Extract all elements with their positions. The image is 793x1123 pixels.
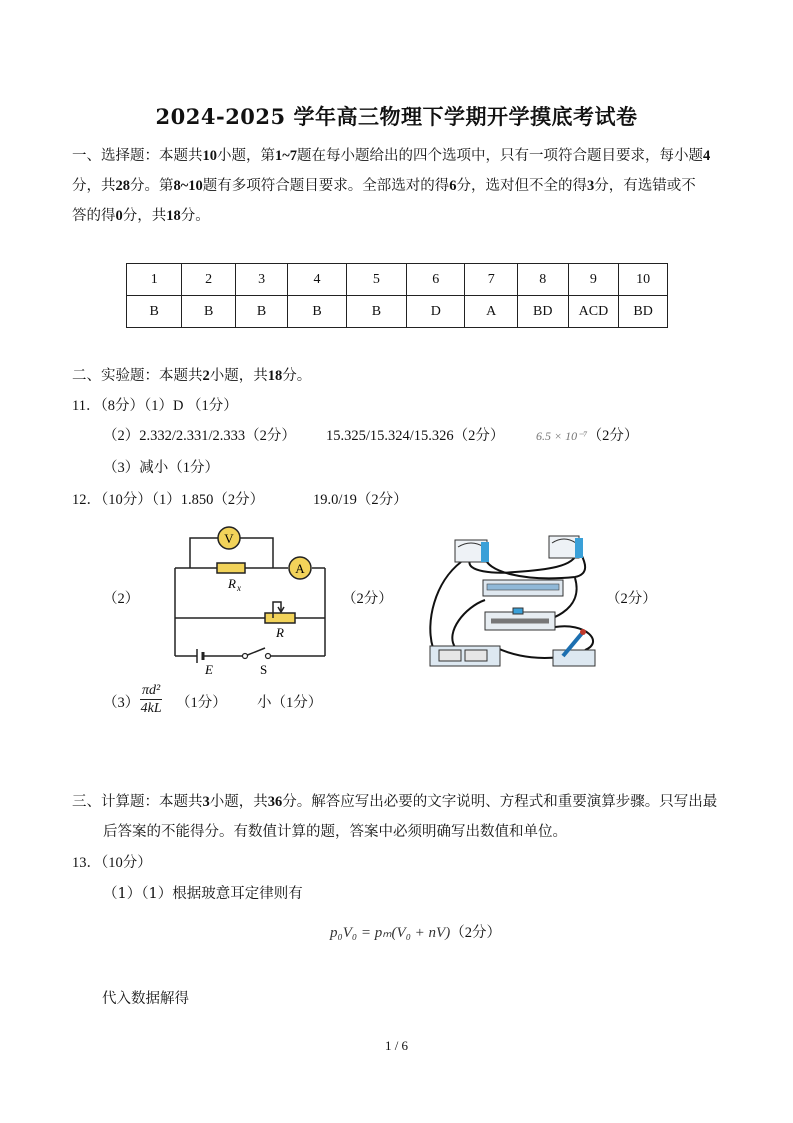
answer-cell: B: [235, 296, 287, 328]
voltmeter-device-icon: [455, 540, 489, 562]
question-number-cell: 2: [182, 264, 235, 296]
q12-part2-score2: （2分）: [606, 591, 657, 607]
answer-table-answers-row: [127, 296, 668, 328]
answer-cell: B: [346, 296, 406, 328]
page-title: 2024-2025 学年高三物理下学期开学摸底考试卷: [155, 104, 638, 129]
physical-circuit-illustration: [425, 522, 605, 672]
q12-part3-fraction: [140, 682, 162, 717]
q12-part1-b: 19.0/19（2分）: [313, 492, 408, 508]
answer-cell: B: [182, 296, 235, 328]
q13-formula-score: （2分）: [450, 925, 501, 941]
question-number-cell: 10: [619, 264, 668, 296]
question-number-cell: 6: [407, 264, 465, 296]
r-label: R: [276, 625, 284, 640]
svg-text:V: V: [224, 531, 234, 546]
q13-formula-row: [330, 922, 501, 943]
q12-part2-label: （2）: [103, 591, 140, 607]
q13-part1: （1）（1）根据玻意耳定律则有: [103, 886, 303, 902]
fraction-denominator: 4kL: [140, 701, 162, 716]
answer-cell: BD: [517, 296, 568, 328]
answer-table-numbers-row: [127, 264, 668, 296]
question-number-cell: 8: [517, 264, 568, 296]
q12-part3-score: （1分）: [176, 695, 227, 711]
q11-part2-b: 15.325/15.324/15.326（2分）: [326, 428, 505, 444]
q11-part3: （3）减小（1分）: [103, 460, 219, 476]
rx-subscript: x: [237, 583, 241, 593]
q13-substitute-text: 代入数据解得: [102, 991, 189, 1007]
q11-part2-a: （2）2.332/2.331/2.333（2分）: [103, 428, 296, 444]
q11-part2-c: 6.5 × 10⁻⁷（2分）: [536, 428, 639, 444]
battery-icon: [430, 646, 500, 666]
boyle-law-formula: p₀V₀ = pₘ(V₀ + nV): [330, 925, 451, 941]
q11-part1: 11．（8分）（1）D （1分）: [72, 398, 238, 414]
page-number: 1 / 6: [384, 1038, 409, 1053]
rheostat-icon: [485, 608, 555, 630]
question-number-cell: 1: [127, 264, 182, 296]
question-number-cell: 9: [568, 264, 619, 296]
section3-heading: 三、计算题：本题共3小题，共36分。解答应写出必要的文字说明、方程式和重要演算步骤。只写出最: [72, 794, 718, 810]
question-number-cell: 4: [288, 264, 346, 296]
e-label: E: [205, 662, 213, 677]
section1-line2: 分，共28分。第8~10题有多项符合题目要求。全部选对的得6分，选对但不全的得3分，有选错或不: [72, 178, 696, 194]
section1-line3: 答的得0分，共18分。: [72, 208, 210, 224]
answer-table: [126, 263, 668, 328]
circuit-diagram: [165, 518, 340, 678]
q12-part2-score1: （2分）: [342, 591, 393, 607]
q12-part3-label: （3）: [103, 695, 140, 711]
ammeter-device-icon: [549, 536, 583, 558]
answer-cell: B: [127, 296, 182, 328]
q13-heading: 13．（10分）: [72, 855, 152, 871]
svg-text:A: A: [295, 561, 305, 576]
q12-part1-a: 12．（10分）（1）1.850（2分）: [72, 492, 265, 508]
answer-cell: ACD: [568, 296, 619, 328]
resistance-wire-board-icon: [483, 580, 563, 596]
answer-cell: D: [407, 296, 465, 328]
section1-line1: 一、选择题：本题共10小题，第1~7题在每小题给出的四个选项中，只有一项符合题目要求，每小题4: [72, 148, 711, 164]
s-label: S: [260, 662, 268, 677]
question-number-cell: 7: [465, 264, 517, 296]
rx-label: R: [228, 576, 236, 591]
question-number-cell: 3: [235, 264, 287, 296]
answer-cell: A: [465, 296, 517, 328]
q12-part3-b: 小（1分）: [257, 695, 323, 711]
answer-cell: B: [288, 296, 346, 328]
section3-heading-line2: 后答案的不能得分。有数值计算的题，答案中必须明确写出数值和单位。: [103, 824, 567, 840]
answer-cell: BD: [619, 296, 668, 328]
fraction-numerator: πd²: [142, 683, 161, 698]
section2-heading: 二、实验题：本题共2小题，共18分。: [72, 368, 312, 384]
voltmeter-symbol: [218, 527, 240, 549]
ammeter-symbol: [289, 557, 311, 579]
question-number-cell: 5: [346, 264, 406, 296]
